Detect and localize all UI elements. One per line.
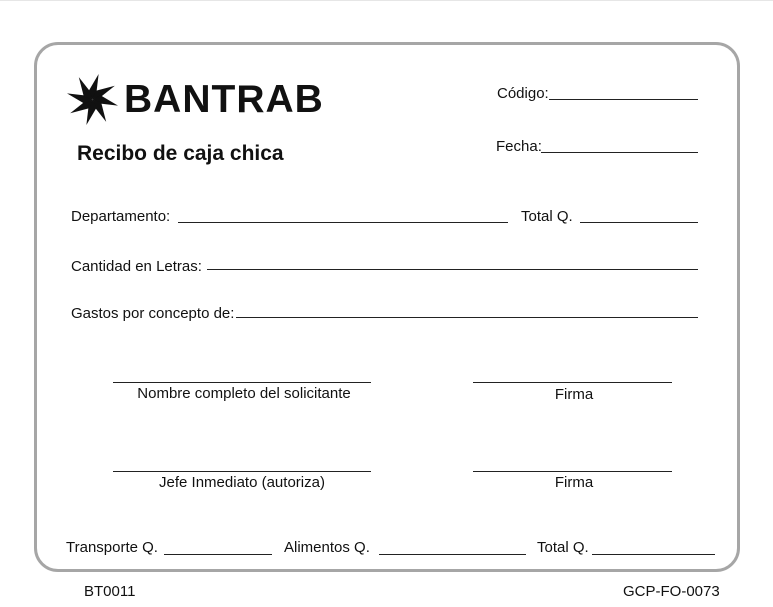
fecha-field[interactable]	[541, 152, 698, 153]
fecha-label: Fecha:	[496, 138, 542, 155]
total2-field[interactable]	[592, 554, 715, 555]
transporte-label: Transporte Q.	[66, 539, 158, 556]
top-divider	[0, 0, 773, 1]
solicitante-label: Nombre completo del solicitante	[137, 385, 351, 402]
cantidad-letras-field[interactable]	[207, 269, 698, 270]
gastos-label: Gastos por concepto de:	[71, 305, 235, 322]
cantidad-letras-label: Cantidad en Letras:	[71, 258, 202, 275]
pinwheel-icon	[66, 73, 119, 126]
departamento-label: Departamento:	[71, 208, 171, 225]
total2-label: Total Q.	[537, 539, 589, 556]
departamento-field[interactable]	[178, 222, 508, 223]
jefe-label: Jefe Inmediato (autoriza)	[159, 474, 325, 491]
footer-right-code: GCP-FO-0073	[623, 583, 720, 600]
firma-label-2: Firma	[554, 474, 594, 491]
codigo-field[interactable]	[549, 99, 698, 100]
form-title: Recibo de caja chica	[77, 142, 284, 165]
codigo-label: Código:	[497, 85, 549, 102]
alimentos-label: Alimentos Q.	[284, 539, 370, 556]
solicitante-signature-line[interactable]	[113, 382, 371, 383]
total-label: Total Q.	[521, 208, 573, 225]
total-field[interactable]	[580, 222, 698, 223]
alimentos-field[interactable]	[379, 554, 526, 555]
firma-label-1: Firma	[554, 386, 594, 403]
footer-left-code: BT0011	[84, 583, 136, 600]
gastos-field[interactable]	[236, 317, 698, 318]
firma-line-2[interactable]	[473, 471, 672, 472]
brand-name: BANTRAB	[124, 78, 324, 121]
firma-line-1[interactable]	[473, 382, 672, 383]
jefe-signature-line[interactable]	[113, 471, 371, 472]
transporte-field[interactable]	[164, 554, 272, 555]
